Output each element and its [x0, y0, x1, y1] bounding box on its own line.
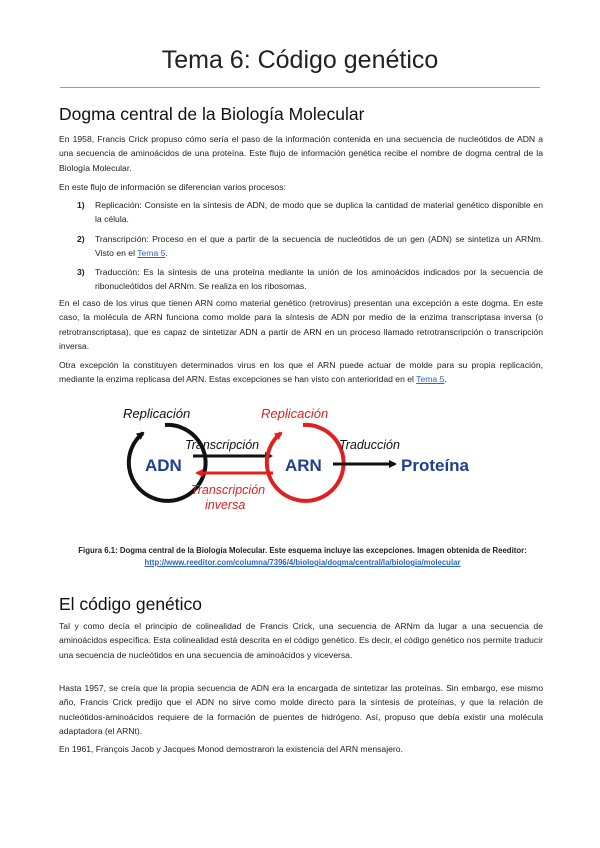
label-transcripcion-inversa-1: Transcripción — [191, 483, 266, 497]
list-item-text-wrap — [95, 232, 543, 261]
label-arn: ARN — [285, 456, 322, 475]
caption-link[interactable]: http://www.reeditor.com/columna/7396/4/biologia/dogma/central/la/biologia/molecular — [144, 558, 461, 567]
label-traduccion: Traducción — [339, 438, 400, 452]
processes-list — [59, 198, 543, 299]
list-item-text: Transcripción: Proceso en el que a partir de la secuencia de nucleótidos de un gen (ADN) se sintetiza un ARNm. Visto en el — [95, 233, 543, 258]
list-number: 3) — [77, 267, 85, 278]
label-replicacion-right: Replicación — [261, 406, 329, 421]
tema5-link[interactable]: Tema 5 — [137, 247, 166, 258]
paragraph-retrovirus: En el caso de los virus que tienen ARN como material genético (retrovirus) presentan una excepción a este dogma. En este caso, la molécula de ARN funciona como molde para la síntesis de ADN por medio de la enzima transcriptasa inversa (o retrotranscriptasa), que es capaz de sintetizar ADN a partir de ARN en un proceso llamado retrotranscripción o transcripción inversa. — [59, 298, 543, 351]
label-transcripcion-inversa-2: inversa — [205, 498, 246, 512]
list-item-text: Replicación: Consiste en la síntesis de ADN, de modo que se duplica la cantidad de material genético disponible en la célula. — [95, 200, 543, 225]
dogma-central-diagram — [113, 403, 483, 531]
paragraph-jacob-monod: En 1961, François Jacob y Jacques Monod demostraron la existencia del ARN mensajero. — [59, 744, 403, 754]
label-proteina: Proteína — [401, 456, 470, 475]
tema5-link-2[interactable]: Tema 5 — [416, 374, 445, 385]
section-heading-dogma: Dogma central de la Biología Molecular — [59, 104, 365, 124]
section-heading-codigo: El código genético — [59, 594, 203, 614]
list-item-text: Traducción: Es la síntesis de una proteína mediante la unión de los aminoácidos indicados por la secuencia de ribonucleótidos del ARNm. Se realiza en los ribosomas. — [95, 267, 543, 292]
paragraph-colinealidad: Tal y como decía el principio de colinealidad de Francis Crick, una secuencia de ARNm da lugar a una secuencia de aminoácidos específica. Esta colinealidad está descrita en el código genético. Es decir, el código genético nos permite traducir una secuencia de nucleótidos en una secuencia de aminoácidos y viceversa. — [59, 621, 543, 660]
page-title: Tema 6: Código genético — [161, 46, 439, 74]
paragraph-crick-1957: Hasta 1957, se creía que la propia secuencia de ADN era la encargada de sintetizar las proteínas. Sin embargo, ese mismo año, Francis Crick predijo que el ADN no sirve como molde directo para la síntesis de proteínas, y que la relación de nucleótidos-aminoácidos requiere de la formación de puentes de hidrógeno. Así, propuso que debía existir una molécula adaptadora (el ARNt). — [59, 683, 543, 736]
paragraph-crick-1958: En 1958, Francis Crick propuso cómo sería el paso de la información contenida en una secuencia de nucleótidos de ADN a una secuencia de aminoácidos de una proteína. Este flujo de información genética recibe el nombre de dogma central de la Biología Molecular. — [59, 134, 543, 173]
paragraph-replicasa-text: Otra excepción la constituyen determinados virus en los que el ARN puede actuar de molde para su propia replicación, mediante la enzima replicasa del ARN. Estas excepciones se han visto con anterioridad en el — [59, 360, 543, 385]
list-item-transcripcion — [59, 232, 543, 261]
paragraph-replicasa — [59, 358, 543, 387]
list-number: 1) — [77, 200, 85, 210]
list-number: 2) — [77, 233, 85, 244]
paragraph-replicasa-end: . — [444, 374, 447, 385]
label-adn: ADN — [145, 456, 182, 475]
title-divider — [60, 87, 540, 88]
list-item-text-end: . — [165, 247, 168, 258]
label-replicacion-left: Replicación — [123, 406, 191, 421]
label-transcripcion: Transcripción — [185, 438, 260, 452]
paragraph-processes-intro: En este flujo de información se diferencian varios procesos: — [59, 182, 286, 192]
caption-text: Figura 6.1: Dogma central de la Biología Molecular. Este esquema incluye las excepciones. Imagen obtenida de Reeditor: — [78, 546, 527, 555]
list-item-replicacion — [59, 198, 543, 227]
figure-caption — [65, 545, 540, 569]
list-item-traduccion — [59, 265, 543, 294]
